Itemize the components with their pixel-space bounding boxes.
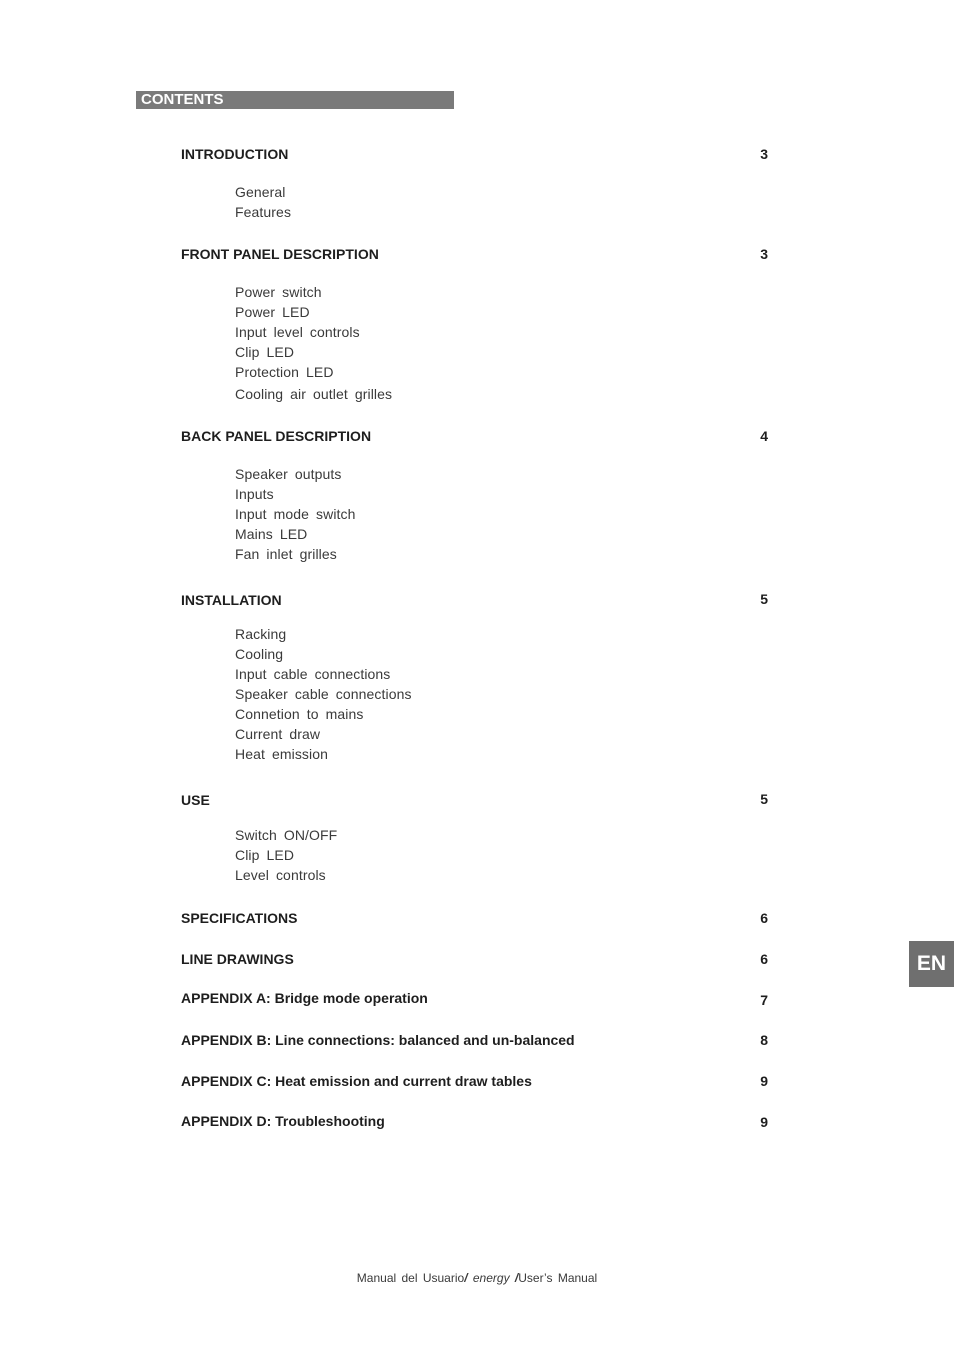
toc-heading[interactable]: USE <box>181 792 210 808</box>
toc-page-number: 6 <box>760 910 768 926</box>
toc-subitem: Mains LED <box>235 526 308 542</box>
toc-heading[interactable]: APPENDIX A: Bridge mode operation <box>181 990 428 1006</box>
toc-subitem: Protection LED <box>235 364 334 380</box>
toc-subitem: Switch ON/OFF <box>235 827 338 843</box>
toc-heading[interactable]: SPECIFICATIONS <box>181 910 298 926</box>
toc-heading[interactable]: LINE DRAWINGS <box>181 951 294 967</box>
footer-separator: / <box>464 1271 468 1285</box>
toc-subitem: Input mode switch <box>235 506 356 522</box>
toc-subitem: Heat emission <box>235 746 329 762</box>
toc-subitem: Cooling <box>235 646 284 662</box>
footer-brand: energy <box>472 1271 510 1285</box>
toc-heading[interactable]: APPENDIX C: Heat emission and current draw tables <box>181 1073 532 1089</box>
language-tab[interactable]: EN <box>909 941 954 987</box>
toc-subitem: Inputs <box>235 486 274 502</box>
toc-page-number: 3 <box>760 246 768 262</box>
toc-subitem: Fan inlet grilles <box>235 546 337 562</box>
toc-page-number: 4 <box>760 428 768 444</box>
footer-left-text: Manual del Usuario <box>356 1271 465 1285</box>
toc-heading[interactable]: INSTALLATION <box>181 592 282 608</box>
toc-subitem: Clip LED <box>235 344 295 360</box>
toc-subitem: Level controls <box>235 867 326 883</box>
page-footer <box>0 1271 954 1285</box>
toc-page-number: 3 <box>760 146 768 162</box>
toc-subitem: Features <box>235 204 292 220</box>
footer-right-text: User’s Manual <box>518 1271 598 1285</box>
toc-subitem: Clip LED <box>235 847 295 863</box>
toc-page-number: 5 <box>760 591 768 607</box>
toc-page-number: 9 <box>760 1114 768 1130</box>
toc-page-number: 5 <box>760 791 768 807</box>
toc-subitem: Power LED <box>235 304 310 320</box>
toc-heading[interactable]: INTRODUCTION <box>181 146 289 162</box>
toc-subitem: Input cable connections <box>235 666 391 682</box>
toc-subitem: Power switch <box>235 284 322 300</box>
toc-page-number: 8 <box>760 1032 768 1048</box>
contents-title: CONTENTS <box>136 91 454 109</box>
toc-subitem: Cooling air outlet grilles <box>235 386 393 402</box>
toc-subitem: Speaker cable connections <box>235 686 412 702</box>
toc-heading[interactable]: BACK PANEL DESCRIPTION <box>181 428 372 444</box>
toc-subitem: General <box>235 184 286 200</box>
footer-separator: / <box>514 1271 519 1285</box>
toc-heading[interactable]: APPENDIX B: Line connections: balanced and un-balanced <box>181 1032 575 1048</box>
toc-subitem: Input level controls <box>235 324 360 340</box>
toc-page-number: 9 <box>760 1073 768 1089</box>
toc-page-number: 6 <box>760 951 768 967</box>
toc-subitem: Speaker outputs <box>235 466 342 482</box>
toc-subitem: Racking <box>235 626 287 642</box>
toc-heading[interactable]: APPENDIX D: Troubleshooting <box>181 1113 385 1129</box>
toc-subitem: Current draw <box>235 726 321 742</box>
toc-subitem: Connetion to mains <box>235 706 364 722</box>
toc-page-number: 7 <box>760 992 768 1008</box>
toc-heading[interactable]: FRONT PANEL DESCRIPTION <box>181 246 379 262</box>
